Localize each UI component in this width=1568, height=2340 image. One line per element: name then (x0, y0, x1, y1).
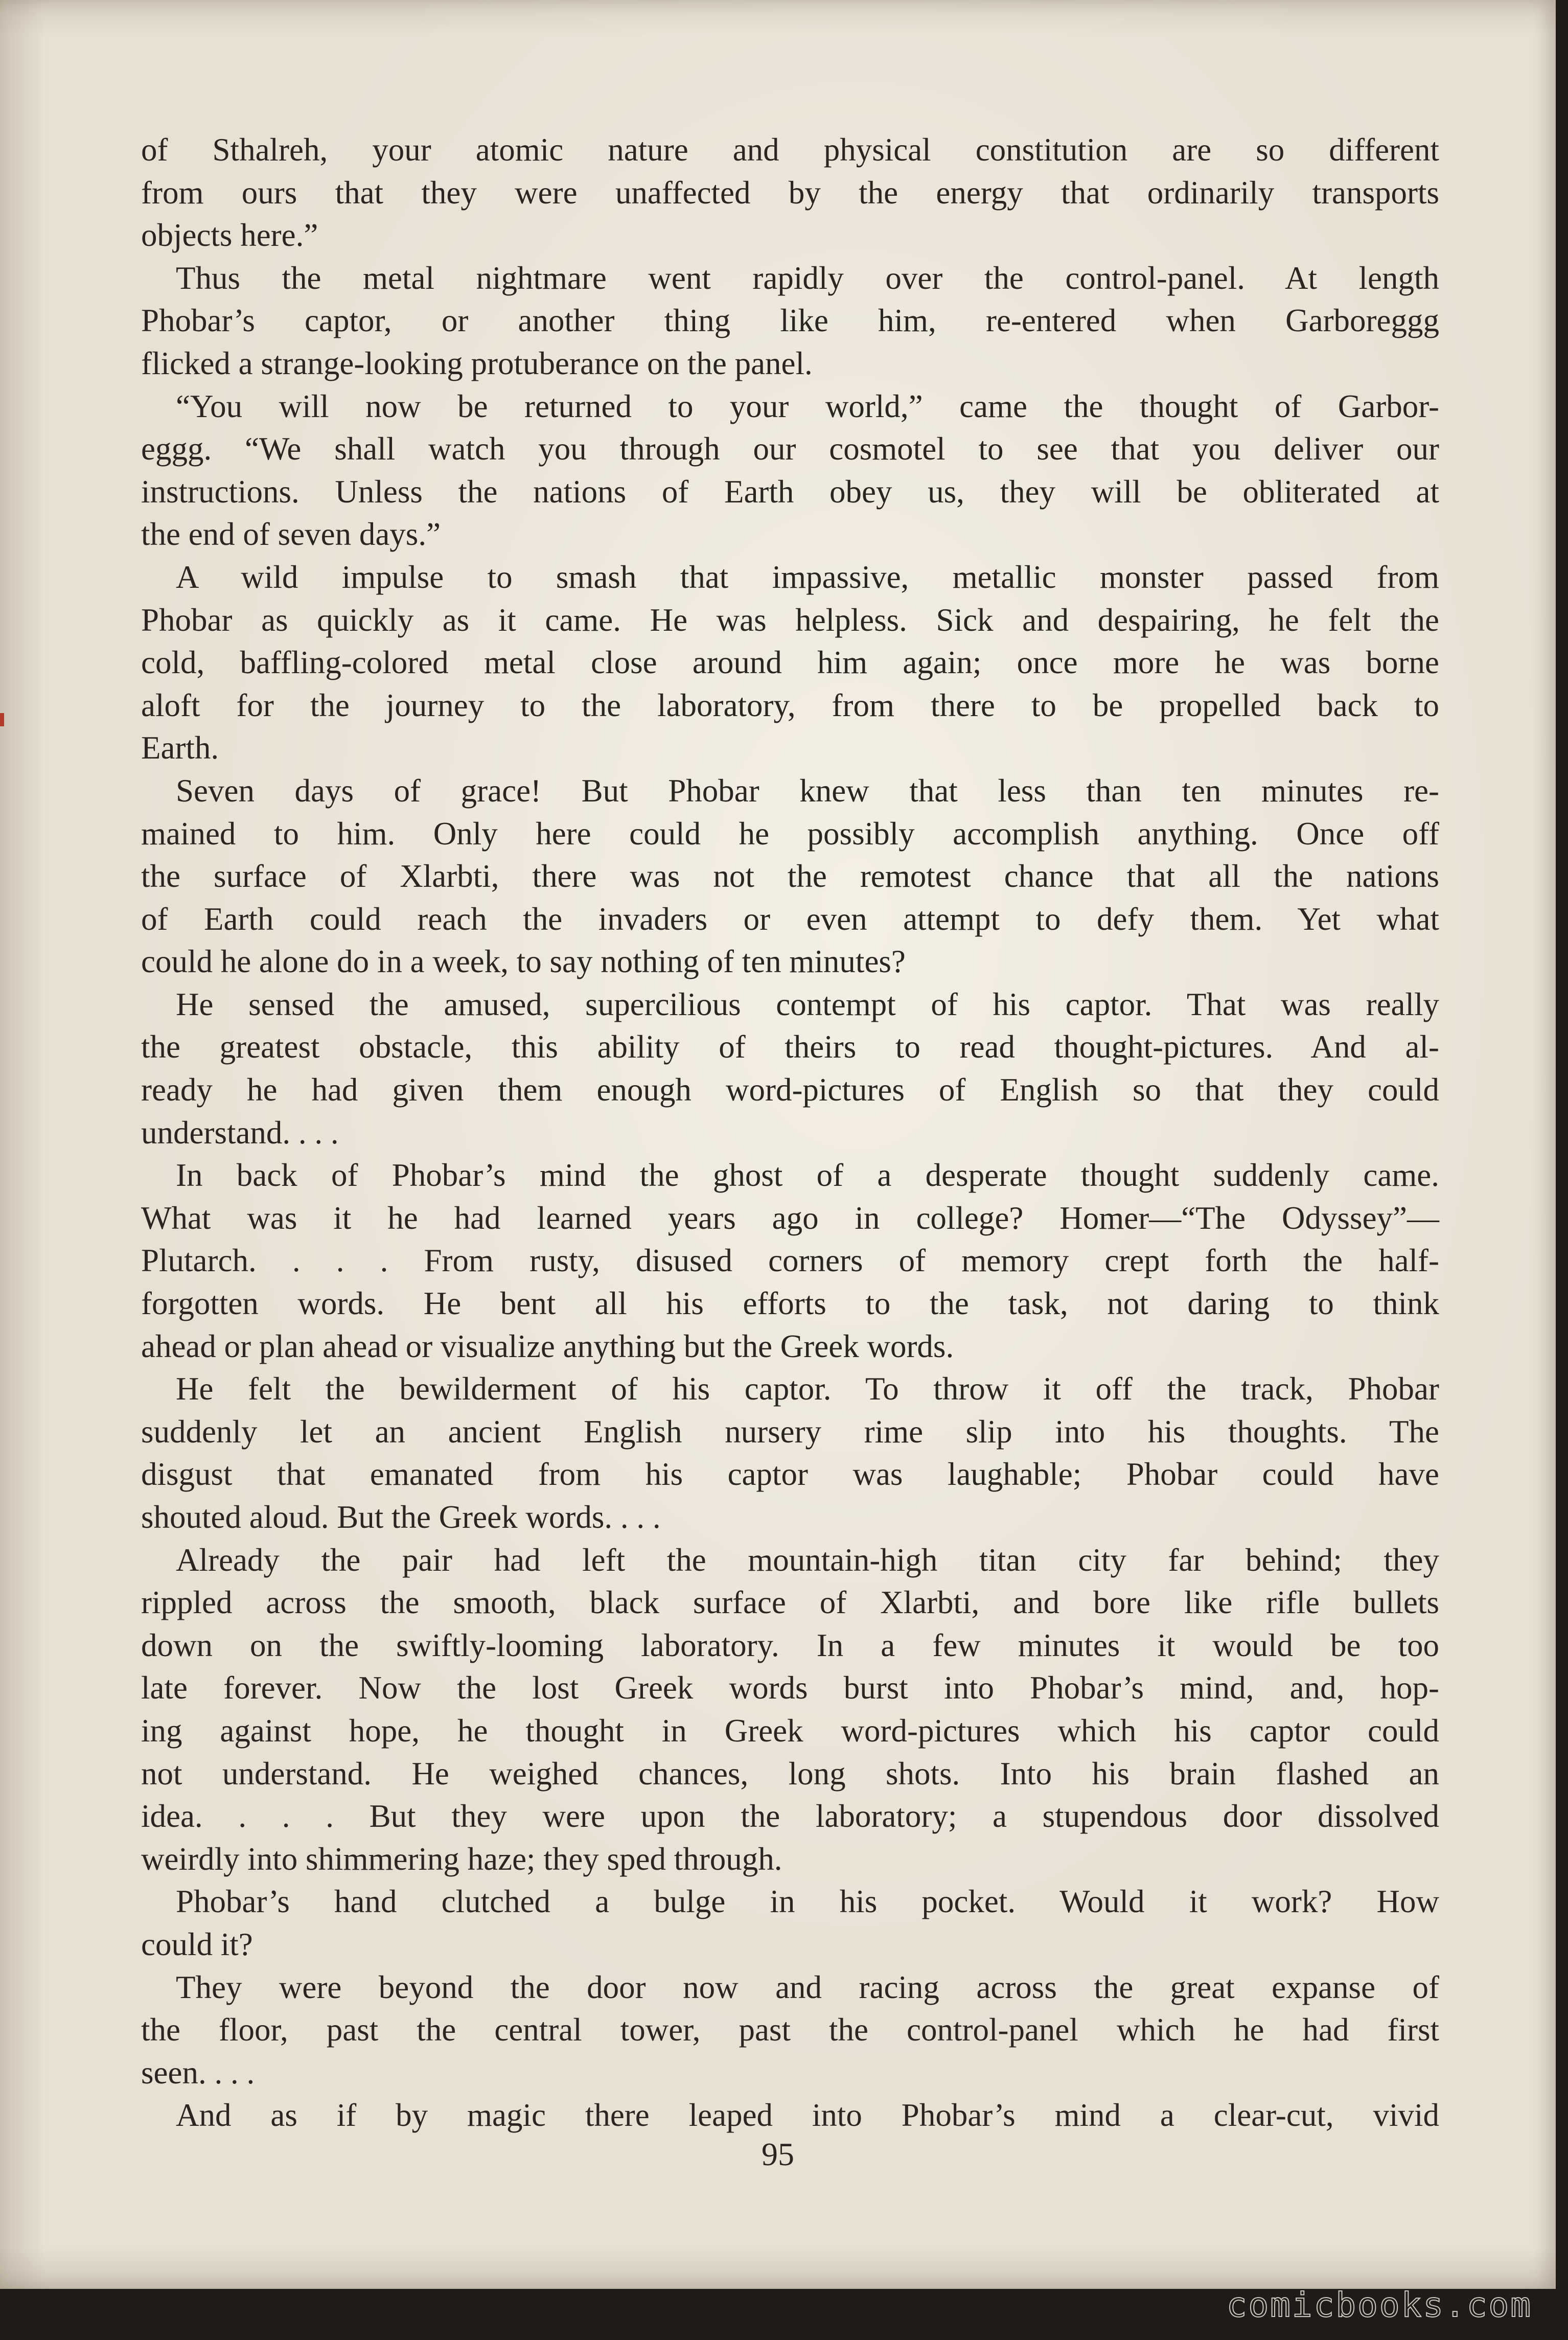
text-line: Earth. (141, 730, 219, 766)
page-edge-mark (0, 713, 4, 726)
text-line: of Earth could reach the invaders or even attempt to defy them. Yet what (141, 901, 1439, 937)
text-line: aloft for the journey to the laboratory, from there to be propelled back to (141, 687, 1439, 723)
text-line: the surface of Xlarbti, there was not the remotest chance that all the nations (141, 858, 1439, 894)
text-line: “You will now be returned to your world,” came the thought of Garbor- (176, 388, 1439, 424)
paragraph (141, 983, 1439, 1154)
text-line: the floor, past the central tower, past the control-panel which he had first (141, 2012, 1439, 2048)
text-line: eggg. “We shall watch you through our cosmotel to see that you deliver our (141, 431, 1439, 467)
text-line: Phobar’s captor, or another thing like him, re-entered when Garboreggg (141, 303, 1439, 339)
text-line: They were beyond the door now and racing across the great expanse of (176, 1969, 1439, 2005)
paragraph (141, 129, 1439, 257)
paragraph (141, 257, 1439, 385)
text-line: Phobar’s hand clutched a bulge in his pocket. Would it work? How (176, 1884, 1439, 1920)
watermark: comicbooks.com (1226, 2285, 1532, 2325)
text-line: Thus the metal nightmare went rapidly over the control-panel. At length (176, 260, 1439, 296)
text-line: He sensed the amused, supercilious contempt of his captor. That was really (176, 986, 1439, 1022)
text-line: could it? (141, 1926, 253, 1962)
text-line: the greatest obstacle, this ability of theirs to read thought-pictures. And al- (141, 1029, 1439, 1065)
paragraph (141, 556, 1439, 770)
text-line: mained to him. Only here could he possibly accomplish anything. Once off (141, 815, 1439, 852)
text-line: And as if by magic there leaped into Phobar’s mind a clear-cut, vivid (176, 2097, 1439, 2133)
text-line: Plutarch. . . . From rusty, disused corners of memory crept forth the half- (141, 1243, 1439, 1279)
text-line: objects here.” (141, 217, 318, 254)
text-line: flicked a strange-looking protuberance on the panel. (141, 345, 813, 381)
paragraph (141, 1154, 1439, 1368)
text-line: disgust that emanated from his captor was laughable; Phobar could have (141, 1456, 1439, 1493)
text-line: down on the swiftly-looming laboratory. In a few minutes it would be too (141, 1627, 1439, 1663)
text-line: suddenly let an ancient English nursery rime slip into his thoughts. The (141, 1413, 1439, 1450)
text-line: weirdly into shimmering haze; they sped through. (141, 1841, 782, 1877)
text-line: rippled across the smooth, black surface of Xlarbti, and bore like rifle bullets (141, 1585, 1439, 1621)
text-line: idea. . . . But they were upon the laboratory; a stupendous door dissolved (141, 1798, 1439, 1834)
paragraph (141, 1368, 1439, 1539)
paragraph (141, 1539, 1439, 1881)
text-line: ing against hope, he thought in Greek word-pictures which his captor could (141, 1712, 1439, 1749)
text-line: A wild impulse to smash that impassive, metallic monster passed from (176, 559, 1439, 595)
text-line: Seven days of grace! But Phobar knew that less than ten minutes re- (176, 772, 1439, 809)
text-line: ahead or plan ahead or visualize anything but the Greek words. (141, 1328, 954, 1364)
text-line: In back of Phobar’s mind the ghost of a desperate thought suddenly came. (176, 1157, 1439, 1194)
text-line: instructions. Unless the nations of Earth obey us, they will be obliterated at (141, 473, 1439, 510)
paragraph (141, 385, 1439, 556)
paragraph (141, 770, 1439, 983)
text-line: He felt the bewilderment of his captor. To throw it off the track, Phobar (176, 1371, 1439, 1407)
paragraph (141, 1880, 1439, 1966)
paragraph (141, 1966, 1439, 2095)
text-line: seen. . . . (141, 2054, 255, 2091)
text-line: understand. . . . (141, 1114, 339, 1151)
text-line: Already the pair had left the mountain-high titan city far behind; they (176, 1542, 1439, 1578)
text-line: of Sthalreh, your atomic nature and physical constitution are so different (141, 132, 1439, 168)
page-number: 95 (762, 2136, 794, 2172)
text-line: forgotten words. He bent all his efforts to the task, not daring to think (141, 1286, 1439, 1322)
text-line: cold, baffling-colored metal close around him again; once more he was borne (141, 645, 1439, 681)
text-line: from ours that they were unaffected by the energy that ordinarily transports (141, 174, 1439, 211)
text-line: Phobar as quickly as it came. He was helpless. Sick and despairing, he felt the (141, 602, 1439, 638)
text-line: could he alone do in a week, to say nothing of ten minutes? (141, 944, 906, 980)
body-text (141, 129, 1439, 2137)
text-line: What was it he had learned years ago in college? Homer—“The Odyssey”— (141, 1200, 1439, 1236)
text-line: not understand. He weighed chances, long shots. Into his brain flashed an (141, 1755, 1439, 1792)
text-line: late forever. Now the lost Greek words burst into Phobar’s mind, and, hop- (141, 1670, 1439, 1706)
text-line: shouted aloud. But the Greek words. . . . (141, 1499, 661, 1535)
paragraph (141, 2094, 1439, 2137)
text-line: the end of seven days.” (141, 516, 441, 553)
text-line: ready he had given them enough word-pictures of English so that they could (141, 1072, 1439, 1108)
